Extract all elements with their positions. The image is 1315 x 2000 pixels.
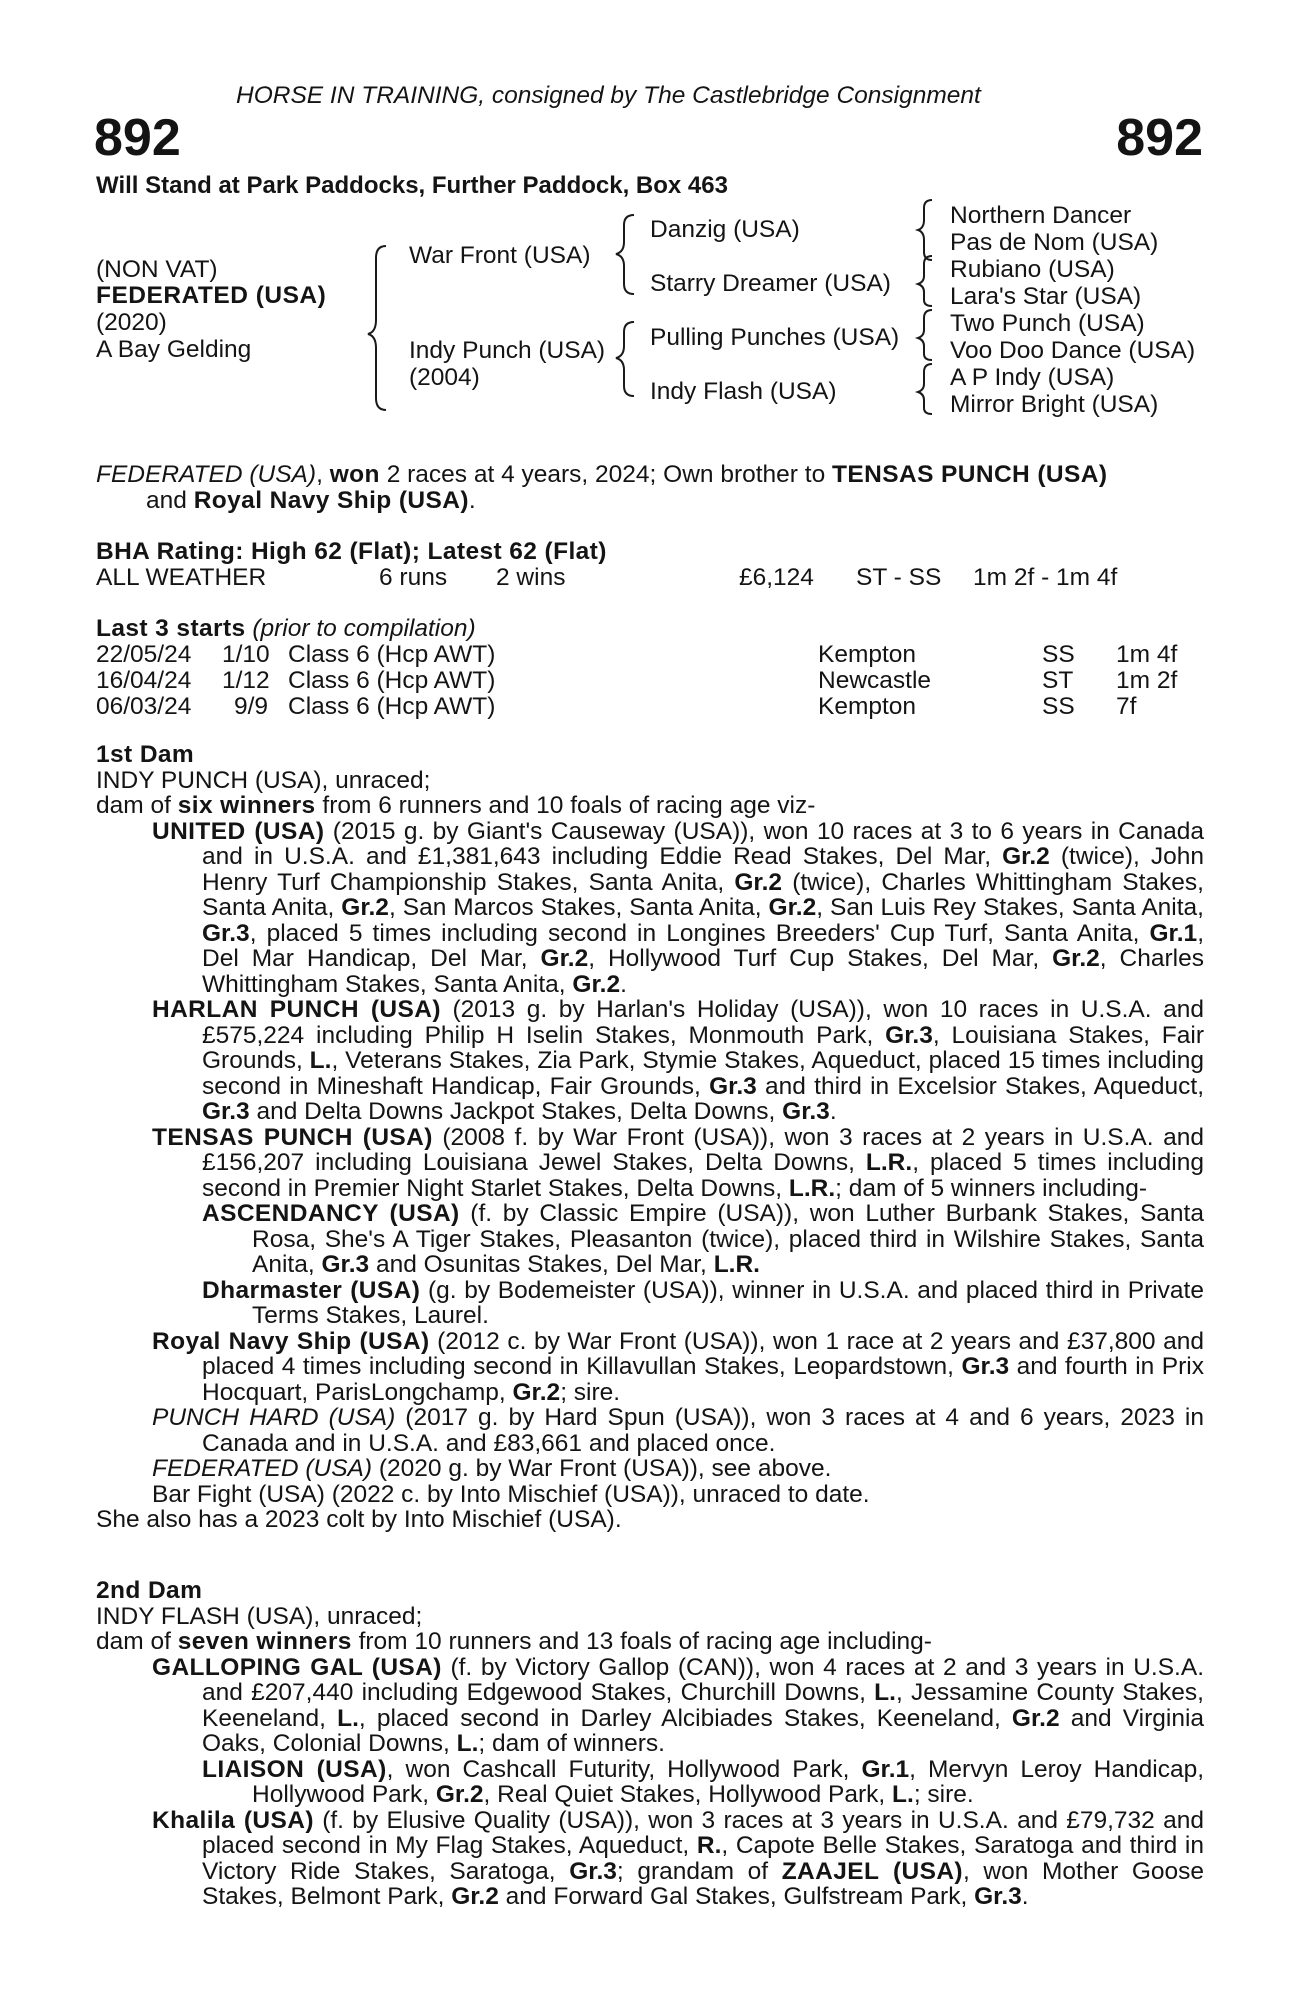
grade: Gr.2 (768, 894, 817, 921)
progeny-dharmaster (146, 1278, 1204, 1329)
progeny-text: (2020 g. by War Front (USA)), see above. (372, 1455, 832, 1482)
second-dam-record-suffix: from 10 runners and 13 foals of racing age including- (351, 1628, 932, 1655)
grade: Gr.2 (1011, 1704, 1060, 1732)
grade: L.R. (865, 1149, 913, 1176)
grade: Gr.3 (202, 919, 250, 947)
start-distance: 1m 2f (1116, 667, 1178, 694)
progeny-text: (2015 g. by Giant's Causeway (USA)), won 10 races at 3 to 6 years in Canada and in U.S.A. and £1,381,643 including Eddie Read Stakes, Del Mar, (202, 817, 1204, 870)
grade: Gr.3 (569, 1857, 617, 1885)
progeny-text: . (620, 970, 627, 998)
grade: Gr.2 (734, 868, 783, 896)
first-dam-section (96, 742, 1204, 1533)
progeny-text: , Charles Whittingham Stakes, Santa Anita, (202, 945, 1204, 998)
pedigree-sire: War Front (USA) (409, 242, 591, 269)
progeny-text: (twice), John Henry Turf Championship Stakes, Santa Anita, (202, 843, 1204, 896)
second-dam-name: INDY FLASH (USA), unraced; (96, 1602, 423, 1630)
start-course: Newcastle (818, 667, 932, 694)
progeny-text: , placed second in Darley Alcibiades Stakes, Keeneland, (358, 1704, 1012, 1732)
grade: R. (696, 1832, 722, 1859)
start-course: Kempton (818, 693, 917, 720)
progeny-ascendancy (146, 1201, 1204, 1278)
summary-horse-name: FEDERATED (USA) (96, 461, 317, 488)
pedigree-ddd: Mirror Bright (USA) (950, 391, 1159, 418)
page-header: HORSE IN TRAINING, consigned by The Castlebridge Consignment (236, 82, 981, 109)
progeny-name: LIAISON (USA) (202, 1755, 387, 1783)
progeny-punch-hard (146, 1405, 1204, 1456)
progeny-text: (twice), Charles Whittingham Stakes, Santa Anita, (202, 868, 1204, 921)
grade: Gr.2 (572, 970, 621, 998)
grade: Gr.2 (341, 894, 389, 921)
progeny-name: Royal Navy Ship (USA) (152, 1327, 430, 1355)
summary-won: won (329, 461, 380, 488)
last-starts-heading (96, 615, 476, 643)
progeny-text: and fourth in Prix Hocquart, ParisLongchamp, (202, 1353, 1204, 1406)
progeny-text: ; sire. (560, 1378, 621, 1406)
progeny-name: FEDERATED (USA) (152, 1455, 373, 1482)
first-dam-winners: six winners (177, 792, 316, 819)
grade: Gr.3 (202, 1098, 250, 1125)
pedigree-sdd: Lara's Star (USA) (950, 283, 1142, 310)
grade: Gr.3 (961, 1353, 1010, 1380)
progeny-name: PUNCH HARD (USA) (152, 1404, 396, 1431)
start-position: 1/10 (222, 641, 270, 668)
progeny-text: , Real Quiet Stakes, Hollywood Park, (483, 1781, 893, 1808)
rating-distances: 1m 2f - 1m 4f (973, 564, 1118, 591)
progeny-name: ZAAJEL (USA) (781, 1857, 963, 1885)
summary-and: and (146, 486, 194, 514)
horse-name: FEDERATED (USA) (96, 282, 327, 309)
progeny-liaison (146, 1757, 1204, 1808)
progeny-text: , Veterans Stakes, Zia Park, Stymie Stakes, Aqueduct, placed 15 times including second in Mineshaft Handicap, Fair Grounds, (202, 1047, 1204, 1100)
grade: L. (456, 1730, 479, 1757)
start-surface: SS (1042, 693, 1075, 720)
progeny-text: , Louisiana Stakes, Fair Grounds, (202, 1021, 1204, 1074)
progeny-text: , Capote Belle Stakes, Saratoga and third in Victory Ride Stakes, Saratoga, (202, 1832, 1204, 1885)
progeny-text: , Jessamine County Stakes, Keeneland, (202, 1679, 1204, 1732)
grade: L. (309, 1047, 332, 1074)
second-dam-section (96, 1578, 1204, 1910)
pedigree-dam: Indy Punch (USA) (409, 337, 606, 364)
rating-courses: ST - SS (856, 564, 942, 591)
progeny-text: , Del Mar Handicap, Del Mar, (202, 919, 1204, 972)
lot-number-left: 892 (94, 109, 181, 167)
start-date: 16/04/24 (96, 667, 192, 694)
progeny-text: (2013 g. by Harlan's Holiday (USA)), won 10 races in U.S.A. and £575,224 including Philip H Iselin Stakes, Monmouth Park, (202, 996, 1204, 1049)
progeny-name: HARLAN PUNCH (USA) (152, 996, 441, 1023)
grade: Gr.2 (1052, 945, 1100, 972)
start-distance: 1m 4f (1116, 641, 1178, 668)
start-surface: SS (1042, 641, 1075, 668)
progeny-text: , placed 5 times including second in Longines Breeders' Cup Turf, Santa Anita, (249, 919, 1150, 947)
bha-rating: BHA Rating: High 62 (Flat); Latest 62 (Flat) (96, 538, 607, 565)
progeny-tensas-punch (146, 1125, 1204, 1202)
rating-surface: ALL WEATHER (96, 564, 267, 591)
stand-location: Will Stand at Park Paddocks, Further Paddock, Box 463 (96, 172, 728, 199)
grade: L. (874, 1679, 896, 1706)
progeny-name: TENSAS PUNCH (USA) (152, 1123, 433, 1151)
grade: Gr.1 (1149, 919, 1198, 947)
last-starts-title: Last 3 starts (96, 615, 246, 642)
first-dam-name: INDY PUNCH (USA), unraced; (96, 766, 431, 794)
second-dam-heading: 2nd Dam (96, 1577, 203, 1604)
grade: Gr.2 (1002, 843, 1050, 870)
grade: L.R. (788, 1174, 836, 1202)
first-dam-record (96, 793, 1204, 819)
progeny-galloping-gal (146, 1655, 1204, 1757)
progeny-text: and third in Excelsior Stakes, Aqueduct, (756, 1072, 1205, 1100)
second-dam-record (96, 1629, 1204, 1655)
grade: Gr.3 (782, 1098, 830, 1125)
grade: L.R. (713, 1251, 760, 1278)
progeny-federated (146, 1456, 1204, 1482)
progeny-text: ; dam of winners. (478, 1730, 665, 1757)
race-summary: FEDERATED (USA), won 2 races at 4 years, 2024; Own brother to TENSAS PUNCH (USA) and Royal Navy Ship (USA). (96, 461, 1108, 514)
grade: Gr.2 (540, 945, 589, 972)
progeny-text: , Hollywood Turf Cup Stakes, Del Mar, (588, 945, 1053, 972)
pedigree-dam-sire: Pulling Punches (USA) (650, 324, 900, 351)
progeny-text: ; sire. (913, 1781, 974, 1808)
pedigree-dam-year: (2004) (409, 364, 480, 391)
progeny-harlan-punch (146, 997, 1204, 1125)
first-dam-record-prefix: dam of (96, 792, 178, 819)
progeny-text: ; grandam of (616, 1857, 782, 1885)
progeny-text: . (1021, 1883, 1029, 1910)
rating-prize: £6,124 (739, 564, 814, 591)
progeny-name: Khalila (USA) (152, 1806, 314, 1834)
grade: Gr.2 (512, 1378, 561, 1406)
pedigree-ssd: Pas de Nom (USA) (950, 229, 1159, 256)
pedigree-sss: Northern Dancer (950, 202, 1132, 229)
lot-number-right: 892 (1116, 109, 1203, 167)
last-starts-note: (prior to compilation) (252, 615, 476, 642)
progeny-text: and Forward Gal Stakes, Gulfstream Park, (498, 1883, 975, 1910)
progeny-text: (2012 c. by War Front (USA)), won 1 race at 2 years and £37,800 and placed 4 times including second in Killavullan Stakes, Leopardstown, (202, 1327, 1205, 1380)
progeny-text: (g. by Bodemeister (USA)), winner in U.S.A. and placed third in Private Terms Stakes, Laurel. (252, 1276, 1204, 1329)
grade: L. (337, 1704, 359, 1732)
rating-wins: 2 wins (496, 564, 566, 591)
pedigree-dam-dam: Indy Flash (USA) (650, 378, 837, 405)
progeny-name: Dharmaster (USA) (202, 1276, 421, 1304)
pedigree-sire-sire: Danzig (USA) (650, 216, 800, 243)
progeny-text: and Virginia Oaks, Colonial Downs, (202, 1704, 1205, 1757)
progeny-text: , San Luis Rey Stakes, Santa Anita, (816, 894, 1204, 921)
summary-brother-2: Royal Navy Ship (USA) (193, 486, 469, 514)
grade: Gr.2 (451, 1883, 499, 1910)
vat-status: (NON VAT) (96, 256, 218, 283)
second-dam-winners: seven winners (177, 1628, 352, 1655)
progeny-text: (f. by Classic Empire (USA)), won Luther Burbank Stakes, Santa Rosa, She's A Tiger Stakes, Pleasanton (twice), placed third in Wilshire Stakes, Santa Anita, (252, 1200, 1204, 1278)
progeny-text: (2017 g. by Hard Spun (USA)), won 3 races at 4 and 6 years, 2023 in Canada and in U.S.A. and £83,661 and placed once. (202, 1404, 1204, 1457)
progeny-name: GALLOPING GAL (USA) (152, 1653, 442, 1681)
start-date: 22/05/24 (96, 641, 192, 668)
progeny-text: (f. by Victory Gallop (CAN)), won 4 races at 2 and 3 years in U.S.A. and £207,440 including Edgewood Stakes, Churchill Downs, (202, 1653, 1204, 1706)
progeny-text: , San Marcos Stakes, Santa Anita, (388, 894, 769, 921)
progeny-bar-fight: Bar Fight (USA) (2022 c. by Into Mischief (USA)), unraced to date. (152, 1480, 870, 1508)
horse-year: (2020) (96, 309, 167, 336)
progeny-text: , won Mother Goose Stakes, Belmont Park, (202, 1857, 1205, 1910)
progeny-royal-navy-ship (146, 1329, 1204, 1406)
pedigree-dss: Two Punch (USA) (950, 310, 1145, 337)
progeny-united (146, 819, 1204, 998)
progeny-text: and Delta Downs Jackpot Stakes, Delta Downs, (249, 1098, 783, 1125)
pedigree-dds: A P Indy (USA) (950, 364, 1115, 391)
grade: Gr.3 (321, 1251, 370, 1278)
first-dam-record-suffix: from 6 runners and 10 foals of racing age viz- (315, 792, 816, 819)
rating-runs: 6 runs (379, 564, 448, 591)
pedigree-sds: Rubiano (USA) (950, 256, 1115, 283)
start-surface: ST (1042, 667, 1074, 694)
progeny-text: ; dam of 5 winners including- (835, 1174, 1148, 1202)
grade: L. (892, 1781, 914, 1808)
grade: Gr.3 (885, 1021, 933, 1049)
start-date: 06/03/24 (96, 693, 192, 720)
progeny-text: , Mervyn Leroy Handicap, Hollywood Park, (252, 1755, 1204, 1808)
start-distance: 7f (1116, 693, 1137, 720)
second-dam-record-prefix: dam of (96, 1628, 178, 1655)
progeny-text: , won Cashcall Futurity, Hollywood Park, (386, 1755, 862, 1783)
progeny-text: . (829, 1098, 837, 1125)
progeny-text: and Osunitas Stakes, Del Mar, (369, 1251, 714, 1278)
progeny-text: , placed 5 times including second in Premier Night Starlet Stakes, Delta Downs, (202, 1149, 1204, 1202)
first-dam-also: She also has a 2023 colt by Into Mischief (USA). (96, 1506, 622, 1533)
grade: Gr.3 (709, 1072, 757, 1100)
grade: Gr.3 (974, 1883, 1022, 1910)
progeny-khalila (146, 1808, 1204, 1910)
summary-brother-1: TENSAS PUNCH (USA) (832, 461, 1108, 488)
pedigree-dsd: Voo Doo Dance (USA) (950, 337, 1196, 364)
pedigree-sire-dam: Starry Dreamer (USA) (650, 270, 891, 297)
start-course: Kempton (818, 641, 917, 668)
horse-description: A Bay Gelding (96, 336, 252, 363)
grade: Gr.2 (435, 1781, 484, 1808)
progeny-text: (2008 f. by War Front (USA)), won 3 races at 2 years in U.S.A. and £156,207 including Louisiana Jewel Stakes, Delta Downs, (202, 1123, 1204, 1176)
first-dam-heading: 1st Dam (96, 741, 195, 768)
summary-text: 2 races at 4 years, 2024; Own brother to (379, 461, 833, 488)
progeny-name: UNITED (USA) (152, 817, 325, 845)
start-class: Class 6 (Hcp AWT) (288, 667, 496, 694)
start-class: Class 6 (Hcp AWT) (288, 641, 496, 668)
grade: Gr.1 (861, 1755, 910, 1783)
progeny-text: (f. by Elusive Quality (USA)), won 3 races at 3 years in U.S.A. and £79,732 and placed second in My Flag Stakes, Aqueduct, (202, 1806, 1204, 1859)
progeny-name: ASCENDANCY (USA) (202, 1200, 460, 1227)
start-class: Class 6 (Hcp AWT) (288, 693, 496, 720)
start-position: 9/9 (234, 693, 269, 720)
start-position: 1/12 (222, 667, 270, 694)
summary-end: . (468, 486, 476, 514)
